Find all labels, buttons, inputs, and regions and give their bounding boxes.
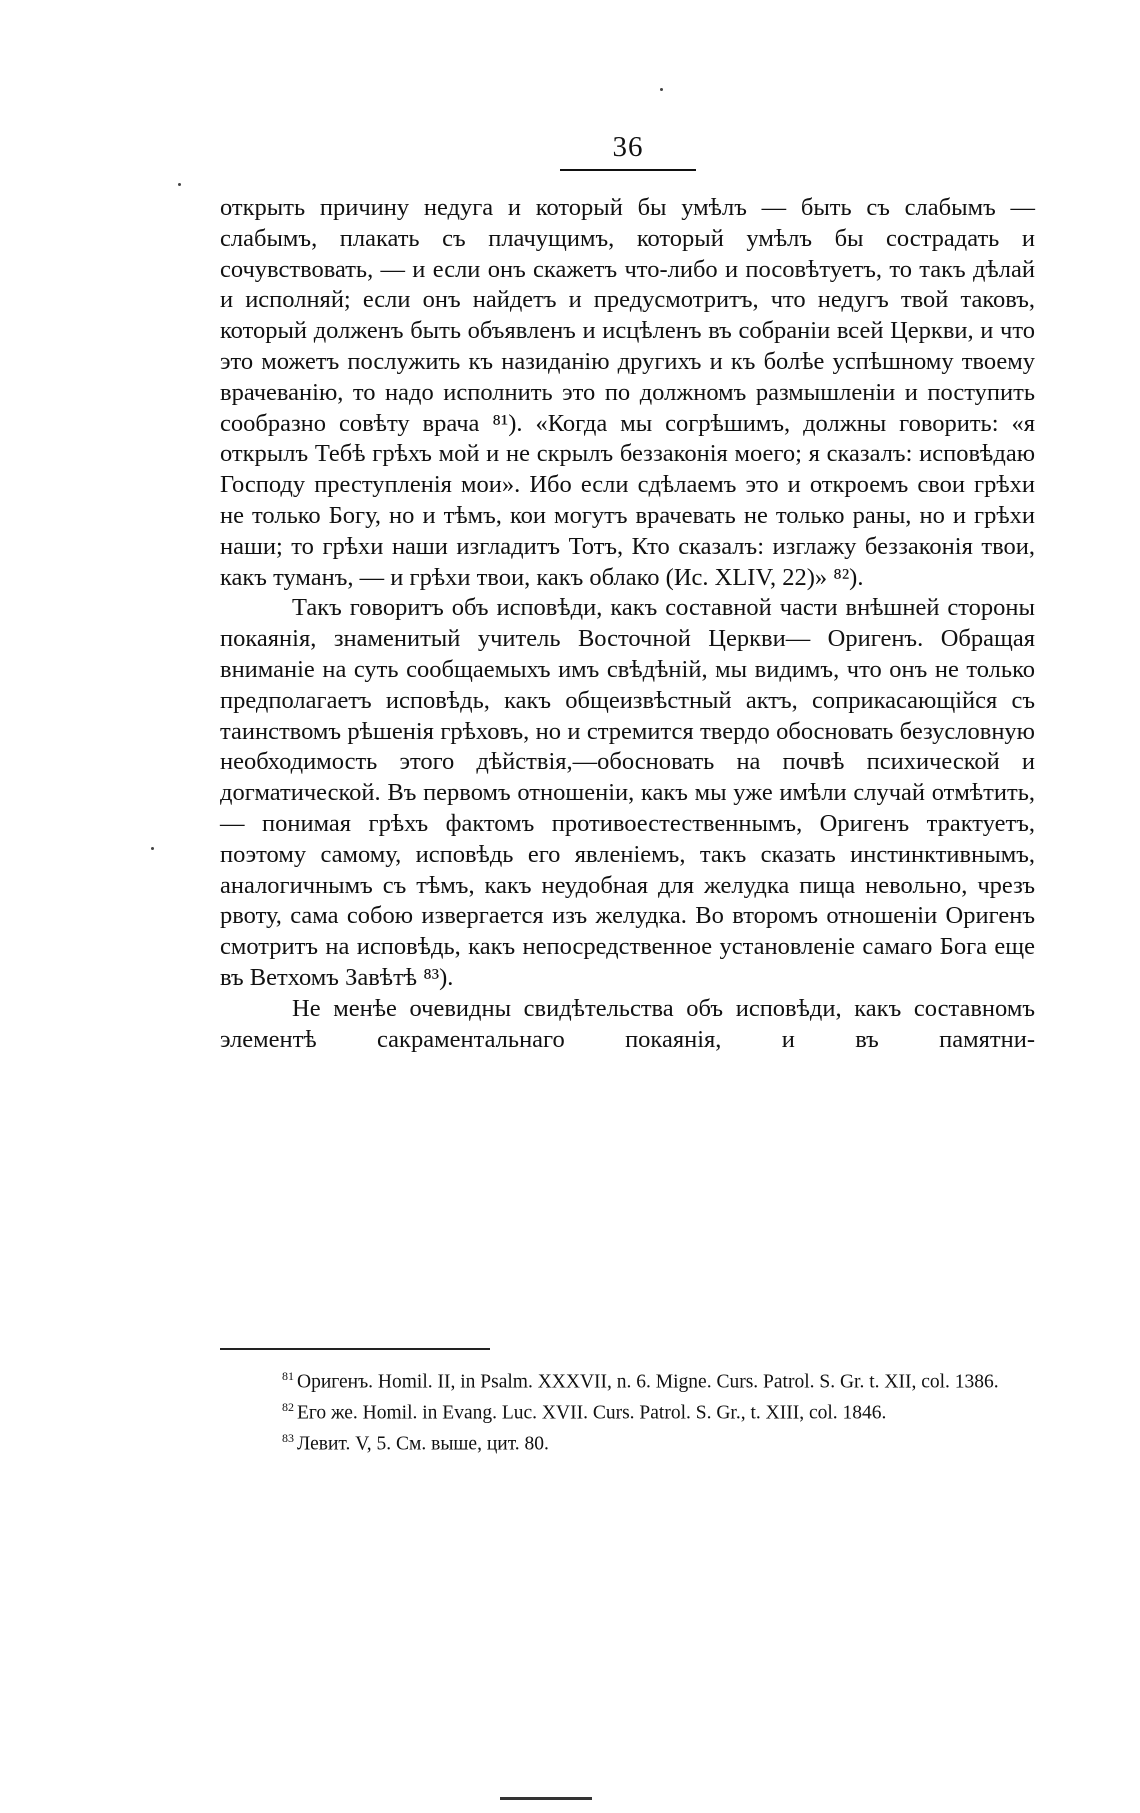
footnote-text: Его же. Homil. in Evang. Luc. XVII. Curs. Patrol. S. Gr., t. XIII, col. 1846. <box>297 1402 887 1424</box>
paragraph-3: Не менѣе очевидны свидѣтельства объ исповѣди, какъ составномъ элементѣ сакраментальнаго покаянія, и въ памятни- <box>220 994 1035 1053</box>
page-number-block <box>560 130 696 171</box>
footnote-83 <box>220 1426 1035 1457</box>
page-number-rule <box>560 169 696 171</box>
footnote-number: 82 <box>282 1400 294 1414</box>
footnote-82 <box>220 1395 1035 1426</box>
footnote-81 <box>220 1364 1035 1395</box>
scan-speck <box>178 183 181 186</box>
page-number: 36 <box>612 131 644 163</box>
body-text <box>220 193 1035 1055</box>
footnote-number: 81 <box>282 1369 294 1383</box>
paragraph-1: открыть причину недуга и который бы умѣлъ — быть съ слабымъ — слабымъ, плакать съ плачущимъ, который умѣлъ бы сострадать и сочувствовать, — и если онъ скажетъ что-либо и посовѣтуетъ, то такъ дѣлай и исполняй; если онъ найдетъ и предусмотритъ, что недугъ твой таковъ, который долженъ быть объявленъ и исцѣленъ въ собраніи всей Церкви, и что это можетъ послужить къ назиданію другихъ и къ болѣе успѣшному твоему врачеванію, то надо исполнить это по должномъ размышленіи и поступить сообразно совѣту врача ⁸¹). «Когда мы согрѣшимъ, должны говорить: «я открылъ Тебѣ грѣхъ мой и не скрылъ беззаконія моего; я сказалъ: исповѣдаю Господу преступленія мои». Ибо если сдѣлаемъ это и откроемъ свои грѣхи не только Богу, но и тѣмъ, кои могутъ врачевать не только раны, но и грѣхи наши; то грѣхи наши изгладитъ Тотъ, Кто сказалъ: изглажу беззаконія твои, какъ туманъ, — и грѣхи твои, какъ облако (Ис. XLIV, 22)» ⁸²). <box>220 194 1035 591</box>
paragraph-2: Такъ говоритъ объ исповѣди, какъ составной части внѣшней стороны покаянія, знаменитый учитель Восточной Церкви— Оригенъ. Обращая вниманіе на суть сообщаемыхъ имъ свѣдѣній, мы видимъ, что онъ не только предполагаетъ исповѣдь, какъ общеизвѣстный актъ, соприкасающійся съ таинствомъ рѣшенія грѣховъ, но и стремится твердо обосновать безусловную необходимость этого дѣйствія,—обосновать на почвѣ психической и догматической. Въ первомъ отношеніи, какъ мы уже имѣли случай отмѣтить, — понимая грѣхъ фактомъ противоестественнымъ, Оригенъ трактуетъ, поэтому самому, исповѣдь его явленіемъ, такъ сказать инстинктивнымъ, аналогичнымъ съ тѣмъ, какъ неудобная для желудка пища невольно, чрезъ рвоту, сама собою извергается изъ желудка. Во второмъ отношеніи Оригенъ смотритъ на исповѣдь, какъ непосредственное установленіе самаго Бога еще въ Ветхомъ Завѣтѣ ⁸³). <box>220 594 1035 991</box>
scan-speck <box>151 847 154 850</box>
scan-speck <box>660 88 663 91</box>
footnote-number: 83 <box>282 1431 294 1445</box>
footnote-text: Оригенъ. Homil. II, in Psalm. XXXVII, n. 6. Migne. Curs. Patrol. S. Gr. t. XII, col. 1386. <box>297 1371 999 1393</box>
page-bottom-mark <box>500 1797 592 1800</box>
footnotes <box>220 1364 1035 1457</box>
footnote-separator <box>220 1348 490 1350</box>
footnote-text: Левит. V, 5. См. выше, цит. 80. <box>297 1433 549 1455</box>
